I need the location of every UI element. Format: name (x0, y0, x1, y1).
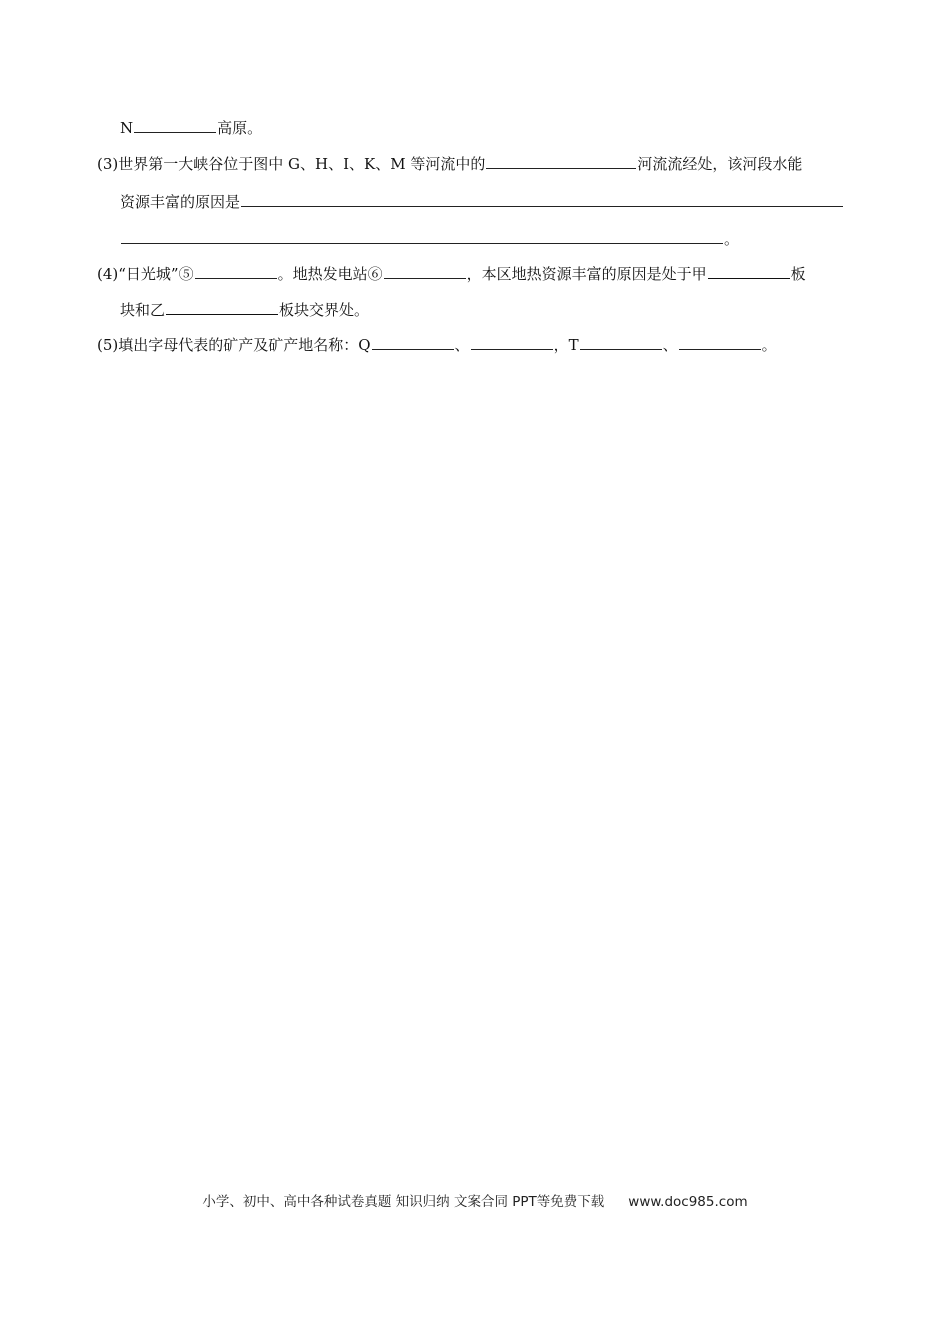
q4-text: 块和乙 (120, 301, 166, 319)
q5-text: (5)填出字母代表的矿产及矿产地名称：Q (97, 336, 371, 354)
q3-text: 。 (724, 230, 740, 248)
footer-site-link[interactable]: www.doc985.com (628, 1194, 748, 1210)
question-3-line-3 (120, 228, 739, 249)
page-footer (0, 1190, 950, 1210)
q4-text: 板 (790, 265, 806, 283)
q3-text: 资源丰富的原因是 (120, 193, 241, 211)
q5-text: ，T (553, 336, 579, 354)
answer-blank[interactable] (679, 334, 761, 350)
answer-blank[interactable] (195, 263, 277, 279)
q5-text: 。 (761, 336, 777, 354)
q2-suffix: 高原。 (217, 119, 263, 137)
q4-text: (4)“日光城”⑤ (97, 265, 194, 283)
answer-blank[interactable] (384, 263, 466, 279)
q4-text: 板块交界处。 (279, 301, 370, 319)
q4-text: 。地热发电站⑥ (277, 265, 383, 283)
answer-blank[interactable] (486, 153, 636, 169)
answer-blank[interactable] (580, 334, 662, 350)
question-4-line-1 (97, 263, 806, 284)
q3-text: 河流流经处，该河段水能 (637, 155, 803, 173)
footer-text: 小学、初中、高中各种试卷真题 知识归纳 文案合同 PPT等免费下载 (202, 1194, 605, 1210)
answer-blank[interactable] (471, 334, 553, 350)
q5-text: 、 (662, 336, 678, 354)
answer-blank[interactable] (372, 334, 454, 350)
q5-text: 、 (454, 336, 470, 354)
answer-blank[interactable] (166, 299, 278, 315)
q2-prefix: N (120, 119, 134, 137)
answer-blank[interactable] (708, 263, 790, 279)
q3-text: (3)世界第一大峡谷位于图中 G、H、I、K、M 等河流中的 (97, 155, 486, 173)
question-5 (97, 334, 777, 355)
question-3-line-1 (97, 153, 802, 174)
q4-text: ，本区地热资源丰富的原因是处于甲 (466, 265, 707, 283)
question-2-tail (120, 117, 262, 138)
question-3-line-2 (120, 191, 844, 212)
question-4-line-2 (120, 299, 369, 320)
answer-blank[interactable] (241, 191, 843, 207)
answer-blank[interactable] (134, 117, 216, 133)
answer-blank[interactable] (121, 228, 723, 244)
